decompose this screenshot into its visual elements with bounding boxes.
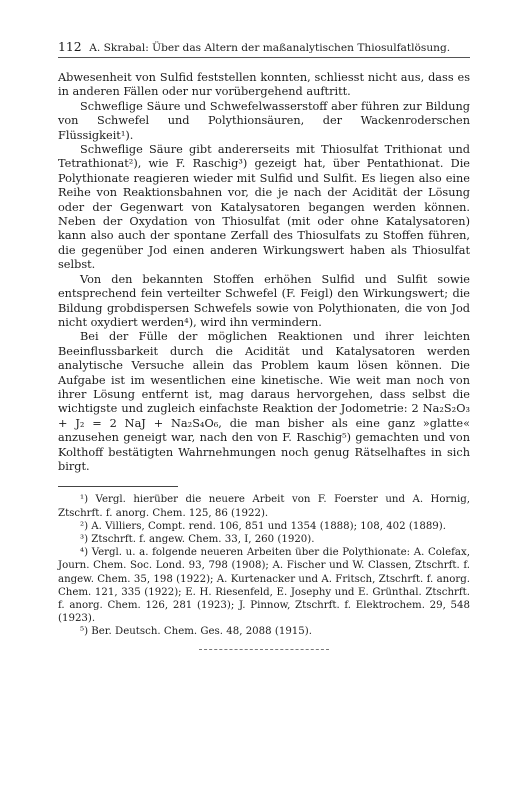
page-number: 112: [58, 39, 82, 54]
paragraph-2: Schweflige Säure und Schwefelwasserstoff aber führen zur Bildung von Schwefel und Polythionsäuren, der Wackenroderschen Flüssigkeit¹).: [58, 99, 470, 142]
footnote-divider: [58, 486, 178, 487]
paragraph-1: Abwesenheit von Sulfid feststellen konnten, schliesst nicht aus, dass es in anderen Fällen oder nur vorübergehend auftritt.: [58, 71, 470, 99]
paragraph-3: Schweflige Säure gibt andererseits mit Thiosulfat Trithionat und Tetrathionat²), wie F. Raschig³) gezeigt hat, über Pentathionat. Die Polythionate reagieren wieder mit Sulfid und Sulfit. Es liegen also eine Reihe von Reaktionsbahnen vor, die je nach der Acidität der Lösung oder der Gegenwart von Katalysatoren begangen werden können. Neben der Oxydation von Thiosulfat (mit oder ohne Katalysatoren) kann also auch der spontane Zerfall des Thiosulfats zu Stoffen führen, die gegenüber Jod einen anderen Wirkungswert haben als Thiosulfat selbst.: [58, 143, 470, 272]
page-end-rule: [199, 649, 329, 650]
running-header: [58, 40, 470, 58]
document-page: [58, 40, 470, 650]
footnote-4: ⁴) Vergl. u. a. folgende neueren Arbeiten über die Polythionate: A. Colefax, Journ. Chem. Soc. Lond. 93, 798 (1908); A. Fischer und W. Classen, Ztschrft. f. angew. Chem. 35, 198 (1922); A. Kurtenacker und A. Fritsch, Ztschrft. f. anorg. Chem. 121, 335 (1922); E. H. Riesenfeld, E. Josephy und E. Grünthal. Ztschrft. f. anorg. Chem. 126, 281 (1923); J. Pinnow, Ztschrft. f. Elektrochem. 29, 548 (1923).: [58, 547, 470, 625]
footnote-1: ¹) Vergl. hierüber die neuere Arbeit von F. Foerster und A. Hornig, Ztschrft. f. anorg. Chem. 125, 86 (1922).: [58, 494, 470, 519]
body-text: [58, 71, 470, 474]
footnote-3: ³) Ztschrft. f. angew. Chem. 33, I, 260 (1920).: [80, 533, 315, 545]
paragraph-4: Von den bekannten Stoffen erhöhen Sulfid und Sulfit sowie entsprechend fein verteilter Schwefel (F. Feigl) den Wirkungswert; die Bildung grobdispersen Schwefels sowie von Polythionaten, die von Jod nicht oxydiert werden⁴), wird ihn vermindern.: [58, 272, 470, 329]
paragraph-5: Bei der Fülle der möglichen Reaktionen und ihrer leichten Beeinflussbarkeit durch die Acidität und Katalysatoren werden analytische Versuche allein das Problem kaum lösen können. Die Aufgabe ist im wesentlichen eine kinetische. Wie weit man noch von ihrer Lösung entfernt ist, mag daraus hervorgehen, dass selbst die wichtigste und zugleich einfachste Reaktion der Jodometrie: 2 Na₂S₂O₃ + J₂ = 2 NaJ + Na₂S₄O₆, die man bisher als eine ganz »glatte« anzusehen geneigt war, nach den von F. Raschig⁵) gemachten und von Kolthoff bestätigten Wahrnehmungen noch genug Rätselhaftes in sich birgt.: [58, 330, 470, 473]
footnote-5: ⁵) Ber. Deutsch. Chem. Ges. 48, 2088 (1915).: [80, 626, 312, 638]
footnotes: [58, 493, 470, 638]
running-title: A. Skrabal: Über das Altern der maßanalytischen Thiosulfatlösung.: [89, 42, 451, 54]
footnote-2: ²) A. Villiers, Compt. rend. 106, 851 und 1354 (1888); 108, 402 (1889).: [80, 520, 446, 532]
